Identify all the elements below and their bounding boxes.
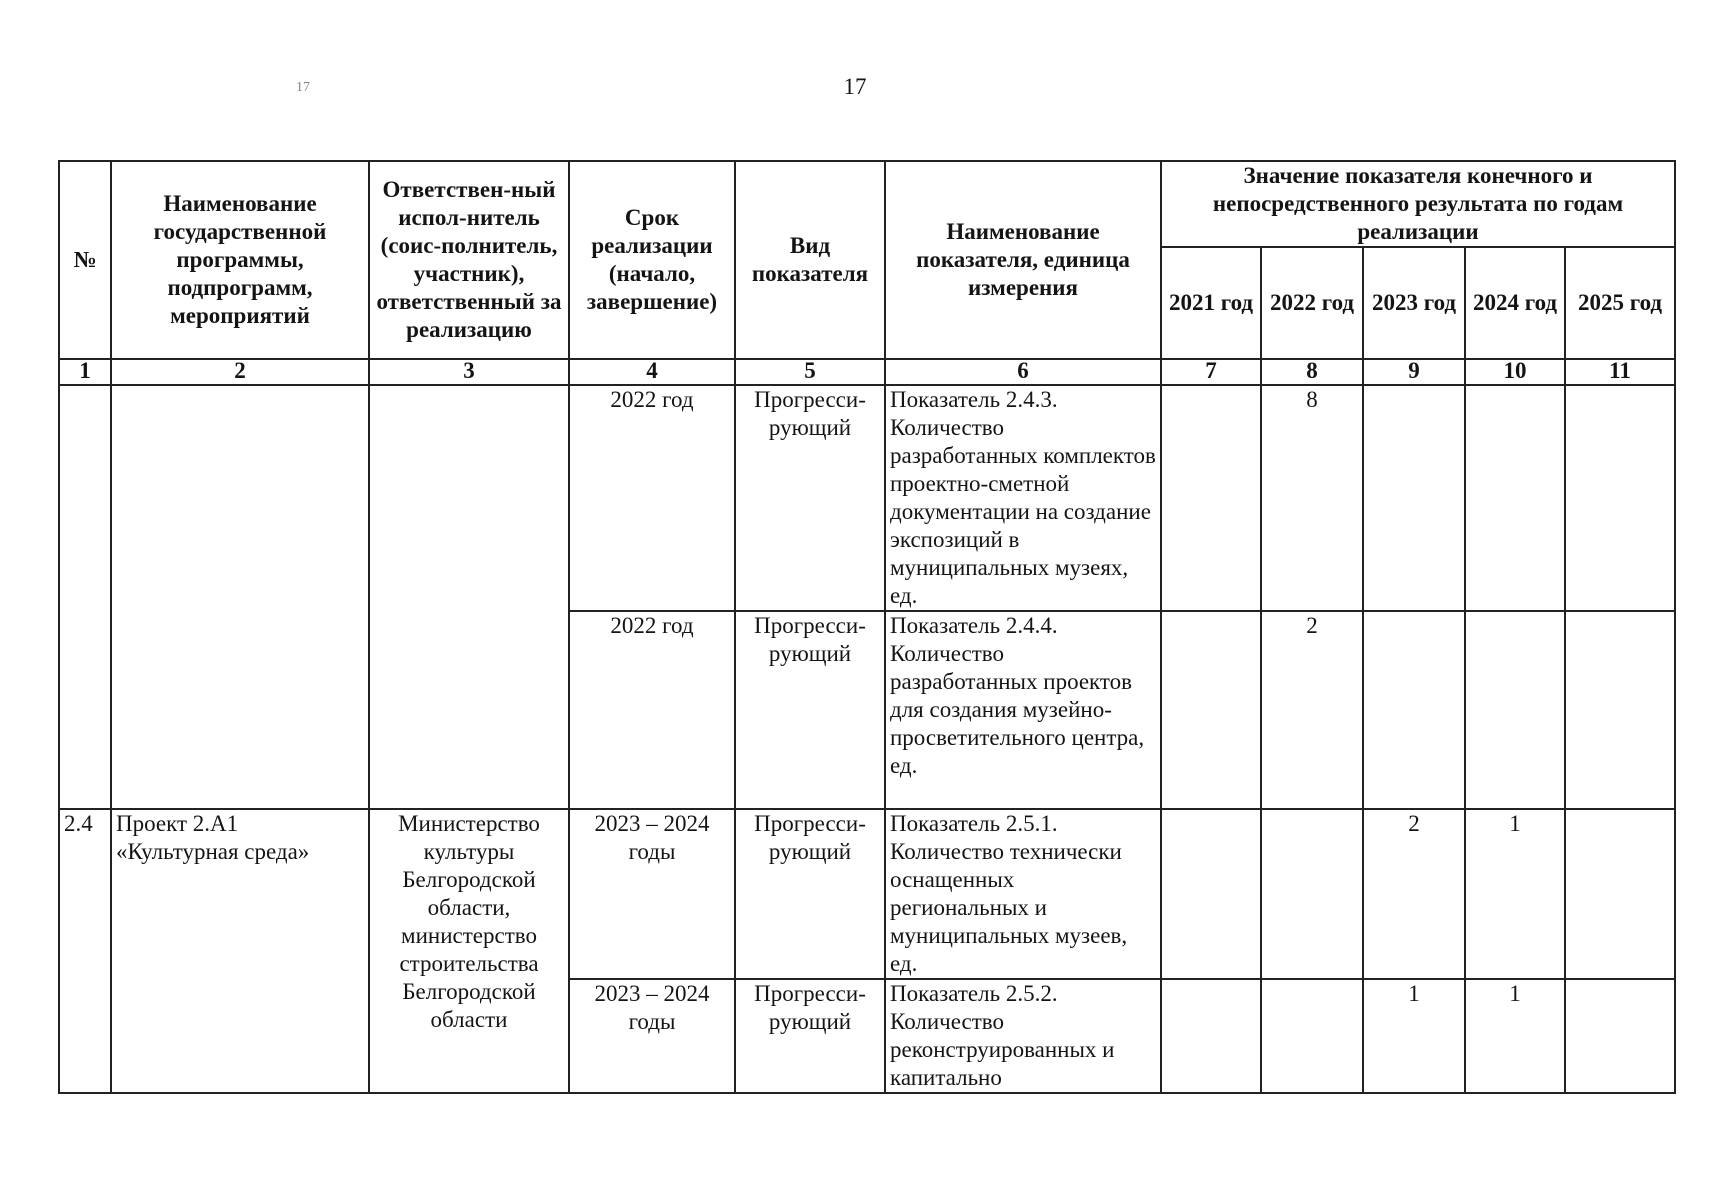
- row-responsible: Министерство культуры Белгородской области, министерство строительства Белгородской области: [369, 809, 569, 1093]
- row-responsible: [369, 385, 569, 809]
- row-indicator: Показатель 2.4.4. Количество разработанных проектов для создания музейно-просветительного центра, ед.: [885, 611, 1161, 809]
- row-value-2025: [1565, 385, 1675, 611]
- row-indicator: Показатель 2.5.1. Количество технически оснащенных региональных и муниципальных музеев, ед.: [885, 809, 1161, 979]
- row-value-2024: 1: [1465, 809, 1565, 979]
- row-type: Прогресси-рующий: [735, 385, 885, 611]
- header-name: Наименование государственной программы, подпрограмм, мероприятий: [111, 161, 369, 359]
- row-name: [111, 385, 369, 809]
- column-number: 2: [111, 359, 369, 385]
- row-value-2022: 8: [1261, 385, 1363, 611]
- row-value-2025: [1565, 611, 1675, 809]
- row-value-2022: [1261, 979, 1363, 1093]
- column-number: 8: [1261, 359, 1363, 385]
- row-period: 2023 – 2024 годы: [569, 809, 735, 979]
- row-value-2023: 1: [1363, 979, 1465, 1093]
- row-value-2024: [1465, 385, 1565, 611]
- indicator-table: [58, 160, 1676, 1094]
- column-number: 9: [1363, 359, 1465, 385]
- row-value-2021: [1161, 979, 1261, 1093]
- page-number: 17: [843, 74, 867, 99]
- row-value-2025: [1565, 979, 1675, 1093]
- column-number-row: [59, 359, 1675, 385]
- row-value-2022: [1261, 809, 1363, 979]
- header-num: №: [59, 161, 111, 359]
- row-value-2025: [1565, 809, 1675, 979]
- column-number: 7: [1161, 359, 1261, 385]
- row-value-2023: [1363, 611, 1465, 809]
- header-year-2023: 2023 год: [1363, 247, 1465, 359]
- row-value-2021: [1161, 385, 1261, 611]
- row-type: Прогресси-рующий: [735, 809, 885, 979]
- row-period: 2022 год: [569, 611, 735, 809]
- row-indicator: Показатель 2.4.3. Количество разработанных комплектов проектно-сметной документации на создание экспозиций в муниципальных музеях, ед.: [885, 385, 1161, 611]
- header-type: Вид показателя: [735, 161, 885, 359]
- header-year-2025: 2025 год: [1565, 247, 1675, 359]
- column-number: 1: [59, 359, 111, 385]
- header-year-2024: 2024 год: [1465, 247, 1565, 359]
- row-value-2021: [1161, 611, 1261, 809]
- header-year-2022: 2022 год: [1261, 247, 1363, 359]
- row-value-2023: 2: [1363, 809, 1465, 979]
- column-number: 11: [1565, 359, 1675, 385]
- row-num: [59, 385, 111, 809]
- column-number: 6: [885, 359, 1161, 385]
- row-period: 2022 год: [569, 385, 735, 611]
- header-period: Срок реализации (начало, завершение): [569, 161, 735, 359]
- row-value-2024: 1: [1465, 979, 1565, 1093]
- row-name: Проект 2.А1 «Культурная среда»: [111, 809, 369, 1093]
- column-number: 10: [1465, 359, 1565, 385]
- row-value-2022: 2: [1261, 611, 1363, 809]
- header-responsible: Ответствен-ный испол-нитель (соис-полнитель, участник), ответственный за реализацию: [369, 161, 569, 359]
- stray-mark: 17: [296, 80, 310, 95]
- row-type: Прогресси-рующий: [735, 611, 885, 809]
- header-indicator: Наименование показателя, единица измерения: [885, 161, 1161, 359]
- column-number: 4: [569, 359, 735, 385]
- column-number: 5: [735, 359, 885, 385]
- table-row: [59, 385, 1675, 611]
- row-period: 2023 – 2024 годы: [569, 979, 735, 1093]
- table-row: [59, 809, 1675, 979]
- row-indicator: Показатель 2.5.2. Количество реконструированных и капитально: [885, 979, 1161, 1093]
- header-year-2021: 2021 год: [1161, 247, 1261, 359]
- row-value-2024: [1465, 611, 1565, 809]
- column-number: 3: [369, 359, 569, 385]
- row-value-2021: [1161, 809, 1261, 979]
- row-type: Прогресси-рующий: [735, 979, 885, 1093]
- row-num: 2.4: [59, 809, 111, 1093]
- row-value-2023: [1363, 385, 1465, 611]
- header-values-group: Значение показателя конечного и непосредственного результата по годам реализации: [1161, 161, 1675, 247]
